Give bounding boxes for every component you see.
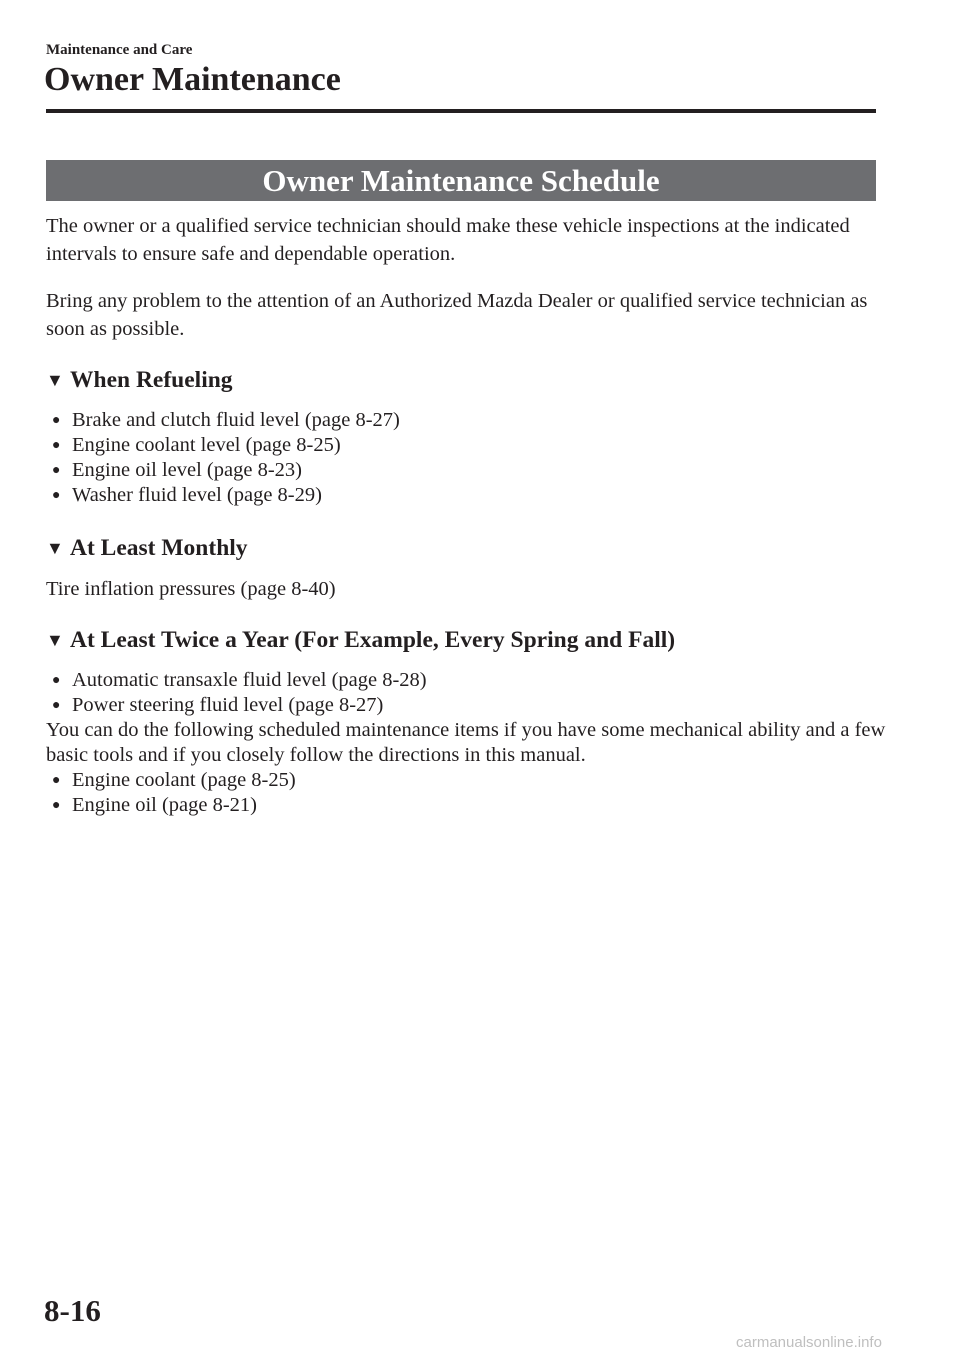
header-rule [46,109,876,113]
bullet-icon: ● [52,798,61,813]
heading-text: At Least Twice a Year (For Example, Every Spring and Fall) [70,627,676,653]
bullet-icon: ● [52,673,61,688]
page-number: 8-16 [44,1293,101,1328]
mechanical-ability-note: You can do the following scheduled maintenance items if you have some mechanical ability and a few basic tools and if you closely follow the directions in this manual. [46,719,886,766]
triangle-marker-icon: ▼ [46,538,64,558]
triangle-marker-icon: ▼ [46,370,64,390]
list-item: ● Washer fluid level (page 8-29) [52,484,322,506]
bullet-icon: ● [52,438,61,453]
twice-year-list [48,668,427,718]
list-item: ● Automatic transaxle fluid level (page 8-28) [52,669,427,691]
list-item: ● Brake and clutch fluid level (page 8-27) [52,409,400,431]
list-item: ● Engine oil level (page 8-23) [52,459,302,481]
watermark: carmanualsonline.info [736,1334,882,1351]
heading-text: When Refueling [70,367,233,393]
list-item: ● Power steering fluid level (page 8-27) [52,694,384,716]
heading-text: At Least Monthly [70,535,248,561]
bullet-icon: ● [52,488,61,503]
intro-paragraph-2: Bring any problem to the attention of an Authorized Mazda Dealer or qualified service technician as soon as possible. [46,290,868,340]
heading-when-refueling [46,365,233,395]
bullet-icon: ● [52,413,61,428]
chapter-title: Owner Maintenance [44,61,341,98]
owner-service-list [48,768,296,818]
intro-paragraph-1: The owner or a qualified service technician should make these vehicle inspections at the indicated intervals to ensure safe and dependable operation. [46,215,850,265]
schedule-banner: Owner Maintenance Schedule [46,160,876,201]
monthly-text: Tire inflation pressures (page 8-40) [46,578,336,600]
list-item: ● Engine coolant (page 8-25) [52,769,296,791]
list-item: ● Engine oil (page 8-21) [52,794,258,816]
bullet-icon: ● [52,698,61,713]
triangle-marker-icon: ▼ [46,630,64,650]
heading-twice-a-year [46,625,675,655]
refueling-list [48,408,400,508]
list-item: ● Engine coolant level (page 8-25) [52,434,341,456]
bullet-icon: ● [52,773,61,788]
bullet-icon: ● [52,463,61,478]
heading-at-least-monthly [46,533,248,563]
section-label: Maintenance and Care [46,42,193,58]
